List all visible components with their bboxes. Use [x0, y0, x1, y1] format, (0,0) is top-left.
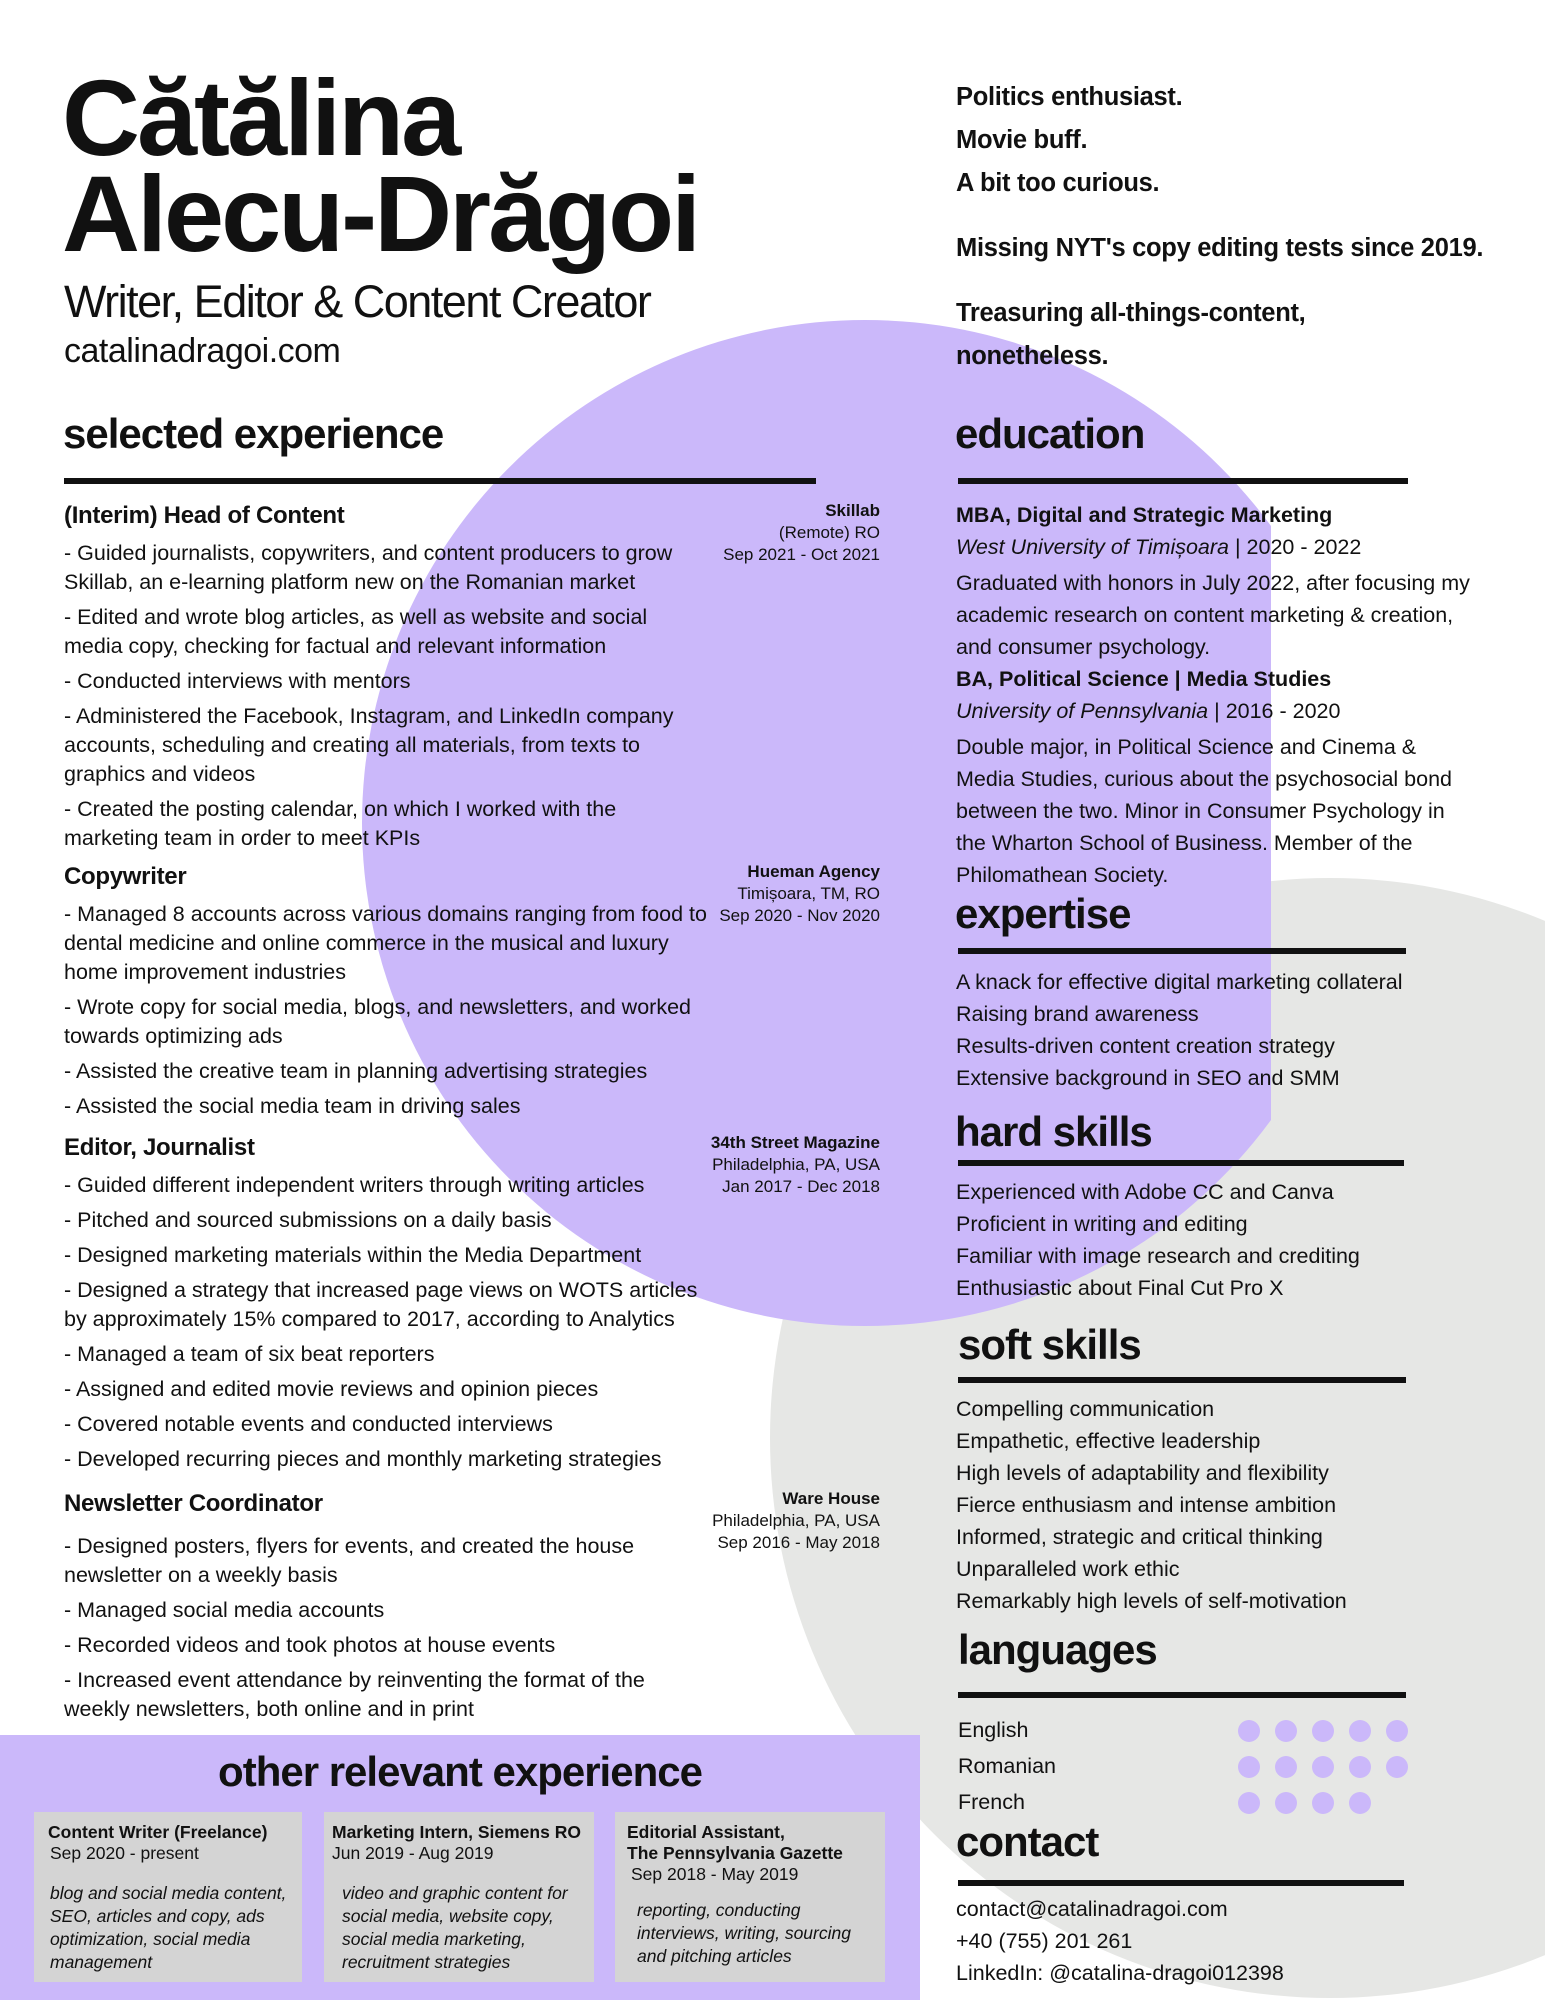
tagline-line: A bit too curious.: [956, 169, 1160, 197]
language-french: French: [958, 1790, 1025, 1814]
language-level-dot: [1275, 1792, 1297, 1814]
list-item: Informed, strategic and critical thinking: [956, 1525, 1323, 1549]
list-item: High levels of adaptability and flexibility: [956, 1461, 1329, 1485]
job-dates: Jan 2017 - Dec 2018: [722, 1177, 880, 1196]
card-dates: Sep 2020 - present: [50, 1843, 199, 1863]
bullet: - Recorded videos and took photos at house events: [64, 1633, 556, 1657]
bullet: - Assigned and edited movie reviews and opinion pieces: [64, 1377, 599, 1401]
section-title-other-experience: other relevant experience: [218, 1748, 702, 1795]
job-company: 34th Street Magazine: [710, 1133, 880, 1152]
language-level-dot: [1238, 1792, 1260, 1814]
other-experience-card: [34, 1812, 302, 1982]
school-line: [956, 531, 1476, 563]
other-experience-card: [615, 1812, 885, 1982]
section-rule: [958, 1160, 1404, 1166]
card-dates: Jun 2019 - Aug 2019: [332, 1843, 494, 1863]
language-level-dot: [1386, 1756, 1408, 1778]
list-item: Proficient in writing and editing: [956, 1212, 1248, 1236]
list-item: Remarkably high levels of self-motivation: [956, 1589, 1347, 1613]
job-meta: [712, 1488, 880, 1554]
card-description: reporting, conducting interviews, writing, sourcing and pitching articles: [637, 1900, 851, 1966]
job-bullets: [64, 900, 714, 1127]
tagline-line: Movie buff.: [956, 126, 1088, 154]
job-title: (Interim) Head of Content: [64, 502, 345, 529]
tagline-line: Politics enthusiast.: [956, 83, 1183, 111]
section-rule: [64, 478, 816, 484]
bullet: - Designed a strategy that increased page views on WOTS articles by approximately 15% compared to 2017, according to Analytics: [64, 1278, 698, 1331]
job-bullets: [64, 1532, 704, 1730]
list-item: Empathetic, effective leadership: [956, 1429, 1261, 1453]
bullet: - Covered notable events and conducted interviews: [64, 1412, 553, 1436]
tagline: [956, 76, 1483, 378]
section-rule: [958, 478, 1408, 484]
job-location: Philadelphia, PA, USA: [712, 1155, 880, 1174]
card-dates: Sep 2018 - May 2019: [631, 1864, 799, 1884]
bullet: - Assisted the creative team in planning advertising strategies: [64, 1059, 648, 1083]
job-meta: [711, 1132, 880, 1198]
soft-skills-list: [956, 1393, 1476, 1617]
job-headline: Writer, Editor & Content Creator: [64, 276, 651, 327]
job-dates: Sep 2016 - May 2018: [717, 1533, 880, 1552]
bullet: - Pitched and sourced submissions on a daily basis: [64, 1208, 552, 1232]
language-level-dot: [1312, 1756, 1334, 1778]
contact-phone[interactable]: +40 (755) 201 261: [956, 1929, 1133, 1953]
language-level-dot: [1349, 1792, 1371, 1814]
other-experience-card: [324, 1812, 594, 1982]
bullet: - Managed a team of six beat reporters: [64, 1342, 435, 1366]
job-dates: Sep 2020 - Nov 2020: [719, 906, 880, 925]
section-rule: [958, 1692, 1406, 1698]
contact-email[interactable]: contact@catalinadragoi.com: [956, 1897, 1228, 1921]
job-meta: [723, 500, 880, 566]
section-title-education: education: [955, 410, 1145, 457]
name-last: Alecu-Drăgoi: [62, 153, 699, 274]
school-name: West University of Timișoara: [956, 535, 1230, 559]
card-title-line: Editorial Assistant,: [627, 1822, 785, 1842]
job-location: Philadelphia, PA, USA: [712, 1511, 880, 1530]
job-meta: [719, 861, 880, 927]
job-bullets: [64, 1171, 714, 1480]
list-item: Extensive background in SEO and SMM: [956, 1066, 1340, 1090]
degree: MBA, Digital and Strategic Marketing: [956, 503, 1333, 527]
tagline-line: Missing NYT's copy editing tests since 2019.: [956, 234, 1484, 262]
section-title-contact: contact: [956, 1818, 1099, 1865]
job-dates: Sep 2021 - Oct 2021: [723, 545, 880, 564]
tagline-line: Treasuring all-things-content,: [956, 299, 1306, 327]
language-level-dot: [1275, 1720, 1297, 1742]
school-line: [956, 695, 1476, 727]
language-romanian: Romanian: [958, 1754, 1056, 1778]
language-level-dot: [1349, 1720, 1371, 1742]
website-link[interactable]: catalinadragoi.com: [64, 332, 341, 370]
language-level-dot: [1349, 1756, 1371, 1778]
school-name: University of Pennsylvania: [956, 699, 1209, 723]
list-item: A knack for effective digital marketing collateral: [956, 970, 1403, 994]
school-years: | 2020 - 2022: [1229, 535, 1362, 559]
degree-description: Double major, in Political Science and Cinema & Media Studies, curious about the psychosocial bond between the two. Minor in Consumer Psychology in the Wharton School of Business. Member of the Philomathean Society.: [956, 735, 1453, 887]
school-years: | 2016 - 2020: [1208, 699, 1341, 723]
section-rule: [958, 1377, 1406, 1383]
bullet: - Managed social media accounts: [64, 1598, 385, 1622]
list-item: Fierce enthusiasm and intense ambition: [956, 1493, 1337, 1517]
section-title-soft-skills: soft skills: [958, 1321, 1141, 1368]
language-english: English: [958, 1718, 1029, 1742]
card-title: Content Writer (Freelance): [48, 1822, 268, 1842]
bullet: - Designed marketing materials within the Media Department: [64, 1243, 642, 1267]
name-first: Cătălina: [62, 57, 459, 178]
language-level-dot: [1386, 1720, 1408, 1742]
bullet: - Edited and wrote blog articles, as well as website and social media copy, checking for factual and relevant information: [64, 605, 648, 658]
education-list: [956, 499, 1476, 891]
tagline-line: nonetheless.: [956, 342, 1109, 370]
section-rule: [958, 1880, 1404, 1886]
card-description: blog and social media content, SEO, articles and copy, ads optimization, social media management: [50, 1883, 287, 1972]
section-title-experience: selected experience: [63, 410, 444, 457]
bullet: - Guided different independent writers through writing articles: [64, 1173, 645, 1197]
job-title: Editor, Journalist: [64, 1134, 255, 1161]
language-level-dot: [1312, 1720, 1334, 1742]
contact-list: [956, 1893, 1284, 1989]
list-item: Compelling communication: [956, 1397, 1215, 1421]
bullet: - Guided journalists, copywriters, and content producers to grow Skillab, an e-learning platform new on the Romanian market: [64, 541, 673, 594]
list-item: Results-driven content creation strategy: [956, 1034, 1335, 1058]
job-title: Copywriter: [64, 863, 187, 890]
language-level-dot: [1312, 1792, 1334, 1814]
list-item: Unparalleled work ethic: [956, 1557, 1180, 1581]
section-title-expertise: expertise: [955, 890, 1131, 937]
bullet: - Managed 8 accounts across various domains ranging from food to dental medicine and online commerce in the musical and luxury home improvement industries: [64, 902, 707, 984]
job-title: Newsletter Coordinator: [64, 1490, 323, 1517]
job-location: (Remote) RO: [778, 523, 880, 542]
bullet: - Administered the Facebook, Instagram, and LinkedIn company accounts, scheduling and creating all materials, from texts to graphics and videos: [64, 704, 674, 786]
list-item: Raising brand awareness: [956, 1002, 1199, 1026]
job-bullets: [64, 539, 704, 859]
section-title-languages: languages: [958, 1626, 1157, 1673]
language-level-dot: [1238, 1720, 1260, 1742]
card-title-line: The Pennsylvania Gazette: [627, 1843, 843, 1863]
job-company: Hueman Agency: [747, 862, 880, 881]
bullet: - Designed posters, flyers for events, and created the house newsletter on a weekly basis: [64, 1534, 635, 1587]
degree-description: Graduated with honors in July 2022, after focusing my academic research on content marketing & creation, and consumer psychology.: [956, 571, 1470, 659]
list-item: Enthusiastic about Final Cut Pro X: [956, 1276, 1284, 1300]
list-item: Familiar with image research and crediting: [956, 1244, 1360, 1268]
language-level-dot: [1238, 1756, 1260, 1778]
expertise-list: [956, 966, 1476, 1094]
card-title: Marketing Intern, Siemens RO: [332, 1822, 581, 1842]
bullet: - Wrote copy for social media, blogs, and newsletters, and worked towards optimizing ads: [64, 995, 691, 1048]
bullet: - Created the posting calendar, on which I worked with the marketing team in order to meet KPIs: [64, 797, 617, 850]
bullet: - Assisted the social media team in driving sales: [64, 1094, 521, 1118]
hard-skills-list: [956, 1176, 1476, 1304]
bullet: - Developed recurring pieces and monthly marketing strategies: [64, 1447, 662, 1471]
job-company: Ware House: [782, 1489, 880, 1508]
list-item: Experienced with Adobe CC and Canva: [956, 1180, 1334, 1204]
contact-linkedin[interactable]: LinkedIn: @catalina-dragoi012398: [956, 1961, 1284, 1985]
job-location: Timișoara, TM, RO: [737, 884, 880, 903]
job-company: Skillab: [825, 501, 880, 520]
bullet: - Increased event attendance by reinventing the format of the weekly newsletters, both online and in print: [64, 1668, 645, 1721]
degree: BA, Political Science | Media Studies: [956, 667, 1332, 691]
section-rule: [958, 948, 1406, 954]
language-level-dot: [1275, 1756, 1297, 1778]
section-title-hard-skills: hard skills: [955, 1108, 1152, 1155]
card-description: video and graphic content for social media, website copy, social media marketing, recruitment strategies: [342, 1883, 568, 1972]
bullet: - Conducted interviews with mentors: [64, 669, 411, 693]
